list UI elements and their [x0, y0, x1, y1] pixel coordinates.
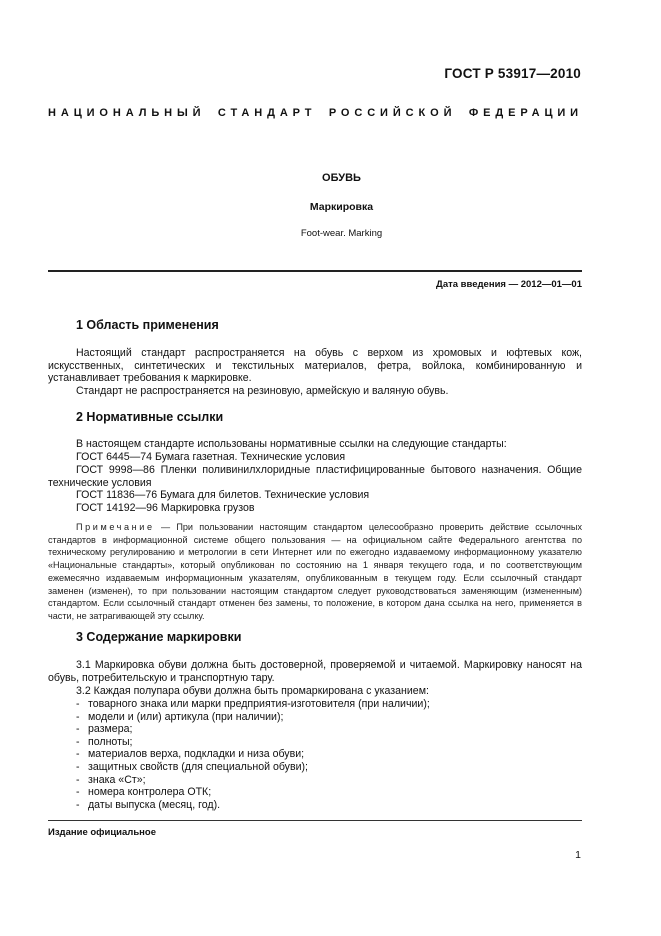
- reference-gost-14192: ГОСТ 14192—96 Маркировка грузов: [76, 502, 255, 514]
- clause-3-1: 3.1 Маркировка обуви должна быть достоверной, проверяемой и читаемой. Маркировку наносят на обувь, потребительскую и транспортную тару.: [48, 659, 582, 684]
- reference-gost-11836: ГОСТ 11836—76 Бумага для билетов. Технические условия: [76, 489, 370, 501]
- list-item: - знака «Ст»;: [76, 773, 146, 786]
- list-item: - защитных свойств (для специальной обуви);: [76, 760, 308, 773]
- marking-items-list: [76, 698, 430, 811]
- introduction-date: Дата введения — 2012—01—01: [436, 279, 582, 290]
- section-1-paragraph-2: Стандарт не распространяется на резиновую, армейскую и валяную обувь.: [76, 385, 449, 397]
- clause-3-2: 3.2 Каждая полупара обуви должна быть промаркирована с указанием:: [76, 685, 429, 697]
- section-2-note: [48, 521, 582, 623]
- list-item: - материалов верха, подкладки и низа обуви;: [76, 748, 305, 761]
- standard-code: ГОСТ Р 53917—2010: [444, 66, 581, 81]
- footer-divider: [48, 820, 582, 821]
- note-label: Примечание: [76, 522, 155, 532]
- section-3-heading: 3 Содержание маркировки: [76, 630, 242, 644]
- list-item: - полноты;: [76, 735, 133, 748]
- document-subtitle: Маркировка: [309, 201, 374, 213]
- list-item: - даты выпуска (месяц, год).: [76, 798, 221, 811]
- title-divider: [48, 270, 582, 272]
- reference-gost-6445: ГОСТ 6445—74 Бумага газетная. Технические условия: [76, 451, 346, 463]
- section-2-heading: 2 Нормативные ссылки: [76, 410, 224, 424]
- standard-banner: НАЦИОНАЛЬНЫЙ СТАНДАРТ РОССИЙСКОЙ ФЕДЕРАЦИИ: [48, 107, 583, 119]
- english-title: Foot-wear. Marking: [300, 228, 383, 239]
- document-title: ОБУВЬ: [322, 172, 361, 184]
- page-number: 1: [575, 849, 581, 861]
- section-1-heading: 1 Область применения: [76, 318, 219, 332]
- list-item: - размера;: [76, 723, 133, 736]
- list-item: - модели и (или) артикула (при наличии);: [76, 710, 284, 723]
- section-2-intro: В настоящем стандарте использованы нормативные ссылки на следующие стандарты:: [76, 438, 507, 450]
- section-1-paragraph-1: Настоящий стандарт распространяется на обувь с верхом из хромовых и юфтевых кож, искусственных, синтетических и текстильных материалов, фетра, войлока, комбинированную и устанавливает требования к маркировке.: [48, 347, 582, 385]
- official-edition-label: Издание официальное: [48, 827, 156, 838]
- list-item: - номера контролера ОТК;: [76, 786, 212, 799]
- list-item: - товарного знака или марки предприятия-изготовителя (при наличии);: [76, 698, 430, 710]
- reference-gost-9998: ГОСТ 9998—86 Пленки поливинилхлоридные пластифицированные бытового назначения. Общие технические условия: [48, 464, 582, 489]
- note-text: — При пользовании настоящим стандартом целесообразно проверить действие ссылочных стандартов в информационной системе общего пользования — на официальном сайте Федерального агентства по техническому регулированию и метрологии в сети Интернет или по ежегодно издаваемому информационному указателю «Национальные стандарты», который опубликован по состоянию на 1 января текущего года, и по соответствующим ежемесячно издаваемым информационным указателям, опубликованным в текущем году. Если ссылочный стандарт заменен (изменен), то при пользовании настоящим стандартом следует руководствоваться заменяющим (измененным) стандартом. Если ссылочный стандарт отменен без замены, то положение, в котором дана ссылка на него, применяется в части, не затрагивающей эту ссылку.: [48, 522, 582, 621]
